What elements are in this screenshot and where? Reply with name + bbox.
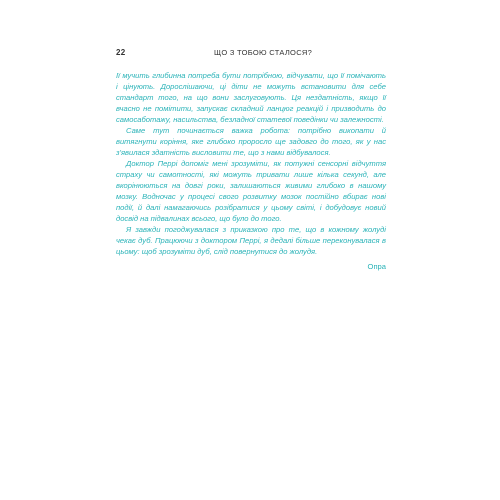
paragraph: Доктор Перрі допоміг мені зрозуміти, як потужні сенсорні відчуття страху чи самотності, які можуть тривати лише кілька секунд, але вкорінюються на довгі роки, залишаються живими глибоко в нашому мозку. Водночас у процесі свого розвитку мозок постійно вбирає нові події, й далі намагаючись розібратися у цьому світі, і добудовує новий досвід на підвалинах всього, що було до того.: [116, 159, 386, 223]
body-text: [116, 70, 386, 272]
running-title: ЩО З ТОБОЮ СТАЛОСЯ?: [214, 48, 313, 57]
paragraph: Я завжди погоджувалася з приказкою про те, що в кожному жолуді чекає дуб. Працюючи з доктором Перрі, я дедалі більше переконувалася в цьому: щоб зрозуміти дуб, слід повернутися до жолудя.: [116, 225, 386, 256]
page-number: 22: [116, 48, 126, 57]
author-signature: Опра: [367, 262, 386, 271]
paragraph: Саме тут починається важка робота: потрібно викопати й витягнути коріння, яке глибоко проросло ще задовго до того, як у нас з'явилася здатність висловити те, що з нами відбувалося.: [116, 126, 386, 157]
paragraph: Ії мучить глибинна потреба бути потрібною, відчувати, що її помічають і цінують. Дорослішаючи, ці діти не можуть встановити для себе стандарт того, на що вони заслуговують. Ця нездатність, якщо її вчасно не помітити, запускає складний ланцюг реакцій і призводить до самосаботажу, насильства, безладної статевої поведінки чи залежності.: [116, 71, 386, 124]
page-header: [116, 48, 384, 60]
